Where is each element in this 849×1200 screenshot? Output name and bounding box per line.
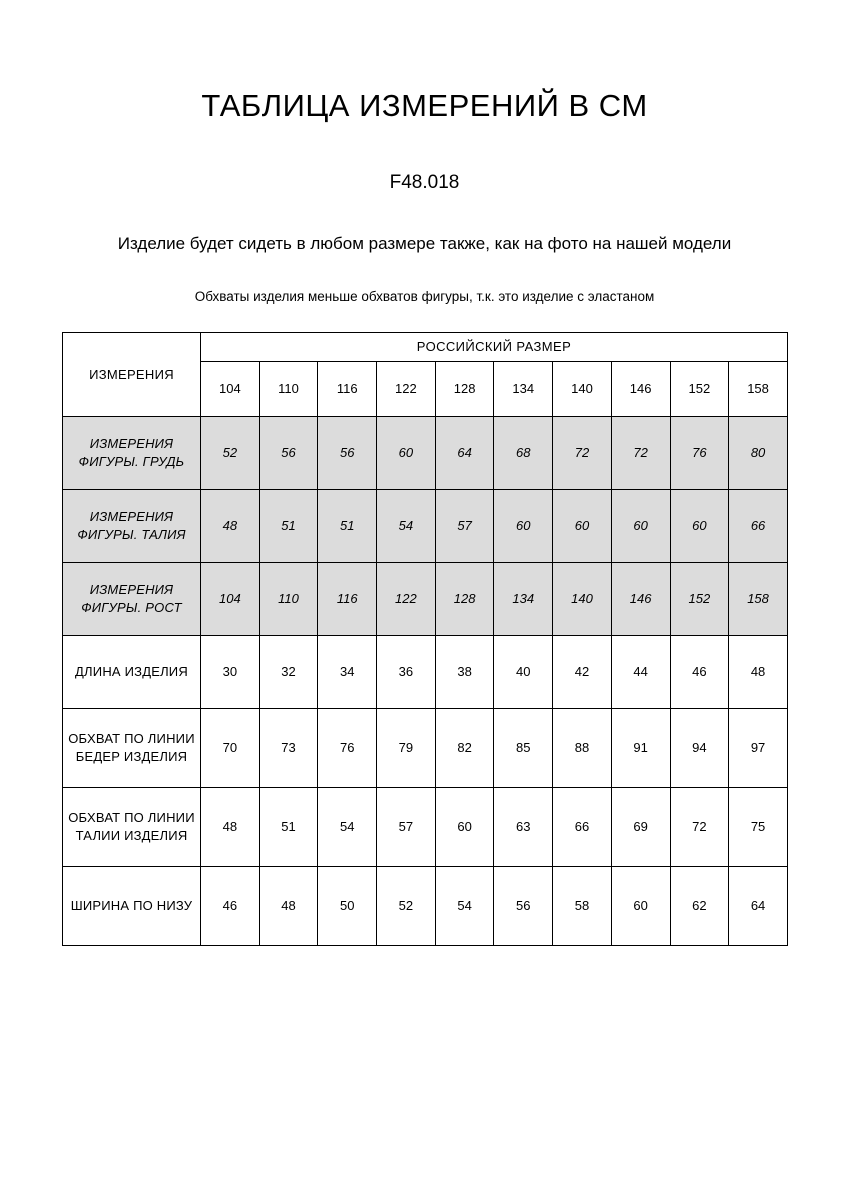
table-cell: 56 xyxy=(318,416,377,489)
table-cell: 44 xyxy=(611,635,670,708)
table-cell: 134 xyxy=(494,562,553,635)
table-cell: 116 xyxy=(318,562,377,635)
table-cell: 140 xyxy=(553,562,612,635)
corner-header: ИЗМЕРЕНИЯ xyxy=(63,332,201,416)
table-cell: 122 xyxy=(377,562,436,635)
row-label: ШИРИНА ПО НИЗУ xyxy=(63,866,201,945)
table-row xyxy=(63,635,788,708)
table-row xyxy=(63,708,788,787)
table-cell: 51 xyxy=(318,489,377,562)
table-cell: 34 xyxy=(318,635,377,708)
page-title: ТАБЛИЦА ИЗМЕРЕНИЙ В СМ xyxy=(201,88,648,123)
table-cell: 146 xyxy=(611,562,670,635)
table-row xyxy=(63,489,788,562)
table-cell: 48 xyxy=(201,489,260,562)
table-cell: 63 xyxy=(494,787,553,866)
row-label: ОБХВАТ ПО ЛИНИИ ТАЛИИ ИЗДЕЛИЯ xyxy=(63,787,201,866)
row-label: ИЗМЕРЕНИЯ ФИГУРЫ. ТАЛИЯ xyxy=(63,489,201,562)
size-header-cell: 158 xyxy=(729,361,788,416)
table-cell: 128 xyxy=(435,562,494,635)
table-cell: 72 xyxy=(553,416,612,489)
table-cell: 48 xyxy=(729,635,788,708)
table-cell: 54 xyxy=(377,489,436,562)
table-cell: 75 xyxy=(729,787,788,866)
size-header-cell: 140 xyxy=(553,361,612,416)
table-cell: 58 xyxy=(553,866,612,945)
table-cell: 51 xyxy=(259,787,318,866)
table-cell: 46 xyxy=(670,635,729,708)
table-cell: 80 xyxy=(729,416,788,489)
table-cell: 56 xyxy=(259,416,318,489)
table-cell: 54 xyxy=(318,787,377,866)
table-cell: 60 xyxy=(553,489,612,562)
table-cell: 79 xyxy=(377,708,436,787)
table-cell: 72 xyxy=(611,416,670,489)
table-cell: 32 xyxy=(259,635,318,708)
group-header-row xyxy=(63,332,788,361)
table-cell: 64 xyxy=(729,866,788,945)
table-body xyxy=(63,416,788,945)
table-cell: 76 xyxy=(670,416,729,489)
table-cell: 50 xyxy=(318,866,377,945)
table-cell: 62 xyxy=(670,866,729,945)
table-cell: 76 xyxy=(318,708,377,787)
table-cell: 36 xyxy=(377,635,436,708)
table-cell: 64 xyxy=(435,416,494,489)
size-header-cell: 134 xyxy=(494,361,553,416)
table-cell: 73 xyxy=(259,708,318,787)
row-label: ИЗМЕРЕНИЯ ФИГУРЫ. ГРУДЬ xyxy=(63,416,201,489)
article-code: F48.018 xyxy=(389,172,460,193)
size-header-cell: 110 xyxy=(259,361,318,416)
table-head xyxy=(63,332,788,416)
table-cell: 158 xyxy=(729,562,788,635)
table-cell: 60 xyxy=(494,489,553,562)
table-cell: 42 xyxy=(553,635,612,708)
table-cell: 46 xyxy=(201,866,260,945)
table-cell: 52 xyxy=(377,866,436,945)
table-cell: 57 xyxy=(377,787,436,866)
size-header-cell: 146 xyxy=(611,361,670,416)
table-cell: 54 xyxy=(435,866,494,945)
table-cell: 152 xyxy=(670,562,729,635)
table-cell: 60 xyxy=(611,489,670,562)
table-cell: 48 xyxy=(259,866,318,945)
table-cell: 52 xyxy=(201,416,260,489)
size-header-cell: 116 xyxy=(318,361,377,416)
table-cell: 60 xyxy=(377,416,436,489)
size-header-cell: 128 xyxy=(435,361,494,416)
elastane-note: Обхваты изделия меньше обхватов фигуры, т.к. это изделие с эластаном xyxy=(194,288,655,304)
table-cell: 85 xyxy=(494,708,553,787)
table-cell: 94 xyxy=(670,708,729,787)
measurements-table xyxy=(62,332,788,946)
table-cell: 82 xyxy=(435,708,494,787)
table-cell: 30 xyxy=(201,635,260,708)
table-cell: 88 xyxy=(553,708,612,787)
table-cell: 40 xyxy=(494,635,553,708)
size-header-cell: 122 xyxy=(377,361,436,416)
table-cell: 91 xyxy=(611,708,670,787)
table-cell: 110 xyxy=(259,562,318,635)
table-cell: 97 xyxy=(729,708,788,787)
table-row xyxy=(63,866,788,945)
row-label: ОБХВАТ ПО ЛИНИИ БЕДЕР ИЗДЕЛИЯ xyxy=(63,708,201,787)
table-cell: 68 xyxy=(494,416,553,489)
table-row xyxy=(63,416,788,489)
table-cell: 38 xyxy=(435,635,494,708)
table-cell: 57 xyxy=(435,489,494,562)
fit-description: Изделие будет сидеть в любом размере также, как на фото на нашей модели xyxy=(117,234,732,253)
table-row xyxy=(63,787,788,866)
table-cell: 69 xyxy=(611,787,670,866)
table-cell: 48 xyxy=(201,787,260,866)
size-header-cell: 152 xyxy=(670,361,729,416)
table-cell: 70 xyxy=(201,708,260,787)
table-cell: 72 xyxy=(670,787,729,866)
table-cell: 60 xyxy=(611,866,670,945)
table-cell: 60 xyxy=(670,489,729,562)
table-row xyxy=(63,562,788,635)
table-cell: 51 xyxy=(259,489,318,562)
table-cell: 66 xyxy=(553,787,612,866)
row-label: ДЛИНА ИЗДЕЛИЯ xyxy=(63,635,201,708)
group-header-russian-size: РОССИЙСКИЙ РАЗМЕР xyxy=(201,332,788,361)
row-label: ИЗМЕРЕНИЯ ФИГУРЫ. РОСТ xyxy=(63,562,201,635)
table-cell: 60 xyxy=(435,787,494,866)
table-cell: 56 xyxy=(494,866,553,945)
table-cell: 66 xyxy=(729,489,788,562)
size-header-cell: 104 xyxy=(201,361,260,416)
table-cell: 104 xyxy=(201,562,260,635)
